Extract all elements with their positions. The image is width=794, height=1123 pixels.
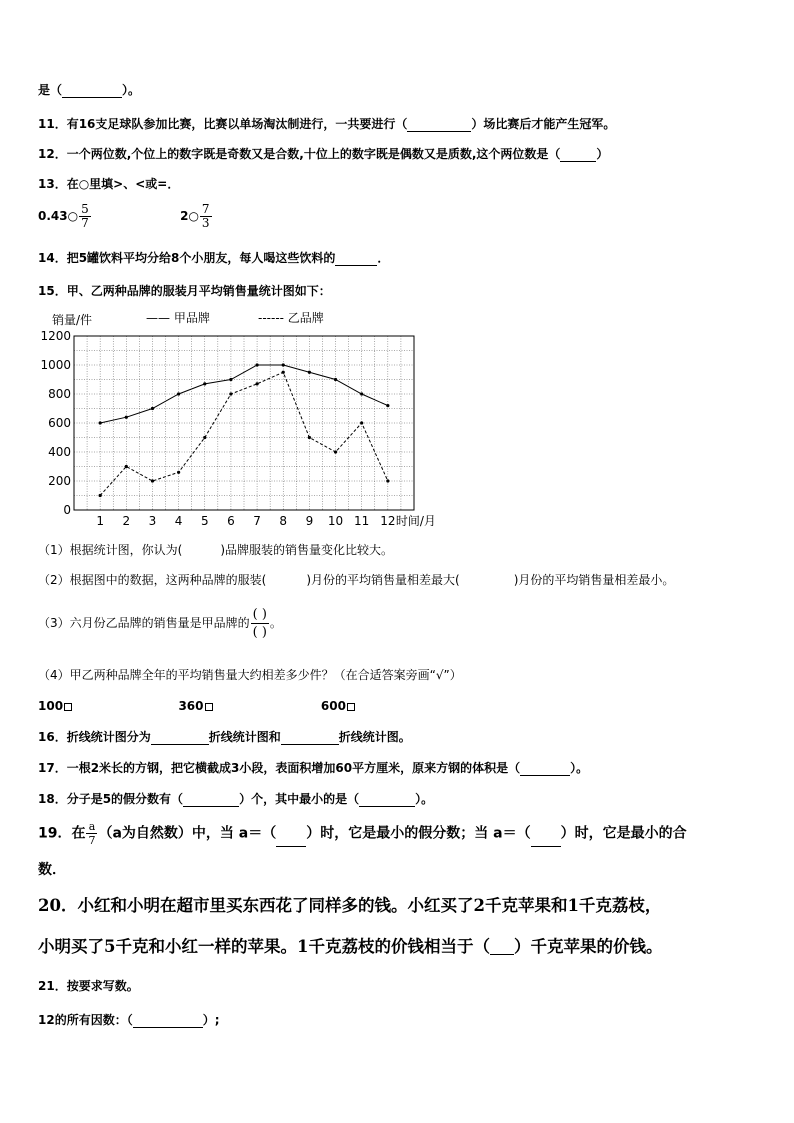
question-12: 12．一个两位数,个位上的数字既是奇数又是合数,十位上的数字既是偶数又是质数,这个两位数是（ ） [38, 147, 609, 161]
x-axis-label: 时间/月 [395, 514, 436, 528]
question-19-line2: 数． [38, 862, 66, 878]
x-tick-label: 2 [122, 514, 131, 528]
x-tick-label: 5 [200, 514, 209, 528]
data-point [125, 416, 128, 419]
question-15: 15．甲、乙两种品牌的服装月平均销售量统计图如下： [38, 284, 331, 298]
question-15-2: （2）根据图中的数据，这两种品牌的服装( )月份的平均销售量相差最大( )月份的平均销售量相差最小。 [38, 573, 675, 587]
data-point [99, 494, 102, 497]
data-point [360, 392, 363, 395]
answer-blank[interactable] [407, 119, 471, 132]
question-17: 17．一根2米长的方钢，把它横截成3小段，表面积增加60平方厘米，原来方钢的体积是（ ）。 [38, 761, 589, 775]
y-tick-label: 400 [48, 445, 71, 459]
data-point [203, 436, 206, 439]
question-21: 21．按要求写数。 [38, 979, 139, 993]
data-point [334, 378, 337, 381]
compare-item-a[interactable]: 0.43○ $\frac{5}{7}$ [38, 202, 89, 230]
data-point [255, 382, 258, 385]
answer-blank[interactable] [531, 832, 561, 847]
question-20: 20．小红和小明在超市里买东西花了同样多的钱。小红买了2千克苹果和1千克荔枝， [38, 896, 662, 915]
answer-blank[interactable] [560, 149, 596, 162]
option-600[interactable]: 600 [321, 699, 355, 713]
data-point [386, 404, 389, 407]
legend-entry: ------ 乙品牌 [258, 311, 324, 325]
checkbox-icon[interactable] [205, 703, 213, 711]
compare-item-b[interactable]: 2○ $\frac{7}{3}$ [180, 202, 210, 230]
option-100[interactable]: 100 [38, 699, 72, 713]
data-point [151, 407, 154, 410]
data-point [151, 479, 154, 482]
y-tick-label: 600 [48, 416, 71, 430]
y-tick-label: 0 [63, 503, 71, 517]
question-15-1: （1）根据统计图，你认为( )品牌服装的销售量变化比较大。 [38, 543, 394, 557]
y-tick-label: 1000 [40, 358, 71, 372]
data-point [386, 479, 389, 482]
answer-blank[interactable] [62, 85, 122, 98]
option-360[interactable]: 360 [178, 699, 212, 713]
question-19: 19．在 $\frac{a}{7}$ （a为自然数）中，当 a＝（ ）时，它是最小的假分数；当 a＝（ ）时，它是最小的合 [38, 820, 687, 847]
question-15-4: （4）甲乙两种品牌全年的平均销售量大约相差多少件？（在合适答案旁画“√”） [38, 668, 462, 682]
x-tick-label: 3 [148, 514, 157, 528]
x-tick-label: 10 [327, 514, 344, 528]
sales-line-chart [30, 305, 470, 530]
y-axis-label: 销量/件 [52, 313, 93, 327]
answer-blank[interactable] [151, 732, 209, 745]
data-point [99, 421, 102, 424]
data-point [360, 421, 363, 424]
question-15-3: （3）六月份乙品牌的销售量是甲品牌的 $\frac{( )}{( )}$ 。 [38, 607, 282, 640]
x-tick-label: 11 [354, 514, 370, 528]
answer-blank[interactable] [335, 253, 377, 266]
data-point [203, 382, 206, 385]
answer-blank[interactable] [183, 794, 239, 807]
answer-blank[interactable] [520, 763, 570, 776]
data-point [334, 450, 337, 453]
x-tick-label: 12 [380, 514, 396, 528]
question-13-items [38, 203, 213, 230]
answer-fraction[interactable]: $\frac{( )}{( )}$ [252, 607, 267, 640]
x-tick-label: 9 [305, 514, 314, 528]
legend-entry: —— 甲品牌 [146, 311, 210, 325]
y-tick-label: 800 [48, 387, 71, 401]
question-11: 11．有16支足球队参加比赛，比赛以单场淘汰制进行，一共要进行（ ）场比赛后才能产生冠军。 [38, 117, 616, 131]
question-14: 14．把5罐饮料平均分给8个小朋友，每人喝这些饮料的 ． [38, 251, 390, 265]
data-point [177, 392, 180, 395]
data-point [282, 363, 285, 366]
data-point [229, 392, 232, 395]
q10-tail: 是（ ）。 [38, 83, 141, 97]
question-18: 18．分子是5的假分数有（ ）个，其中最小的是（ ）。 [38, 792, 434, 806]
question-13: 13．在○里填>、<或=． [38, 177, 180, 191]
checkbox-icon[interactable] [347, 703, 355, 711]
data-point [308, 371, 311, 374]
data-point [308, 436, 311, 439]
x-tick-label: 4 [174, 514, 183, 528]
answer-blank[interactable] [281, 732, 339, 745]
answer-blank[interactable] [359, 794, 415, 807]
question-16: 16．折线统计图分为 折线统计图和 折线统计图。 [38, 730, 411, 744]
answer-blank[interactable] [276, 832, 306, 847]
data-point [177, 471, 180, 474]
y-tick-label: 200 [48, 474, 71, 488]
x-tick-label: 6 [227, 514, 235, 528]
data-point [229, 378, 232, 381]
x-tick-label: 1 [96, 514, 104, 528]
question-20-line2: 小明买了5千克和小红一样的苹果。1千克荔枝的价钱相当于（ ）千克苹果的价钱。 [38, 937, 663, 956]
y-tick-label: 1200 [40, 329, 71, 343]
data-point [125, 465, 128, 468]
data-point [255, 363, 258, 366]
question-15-4-options [38, 698, 355, 714]
x-tick-label: 7 [253, 514, 261, 528]
data-point [282, 371, 285, 374]
question-21-sub: 12的所有因数：（ ）; [38, 1013, 220, 1027]
answer-blank[interactable] [490, 938, 514, 955]
x-tick-label: 8 [279, 514, 288, 528]
checkbox-icon[interactable] [64, 703, 72, 711]
answer-blank[interactable] [133, 1015, 203, 1028]
